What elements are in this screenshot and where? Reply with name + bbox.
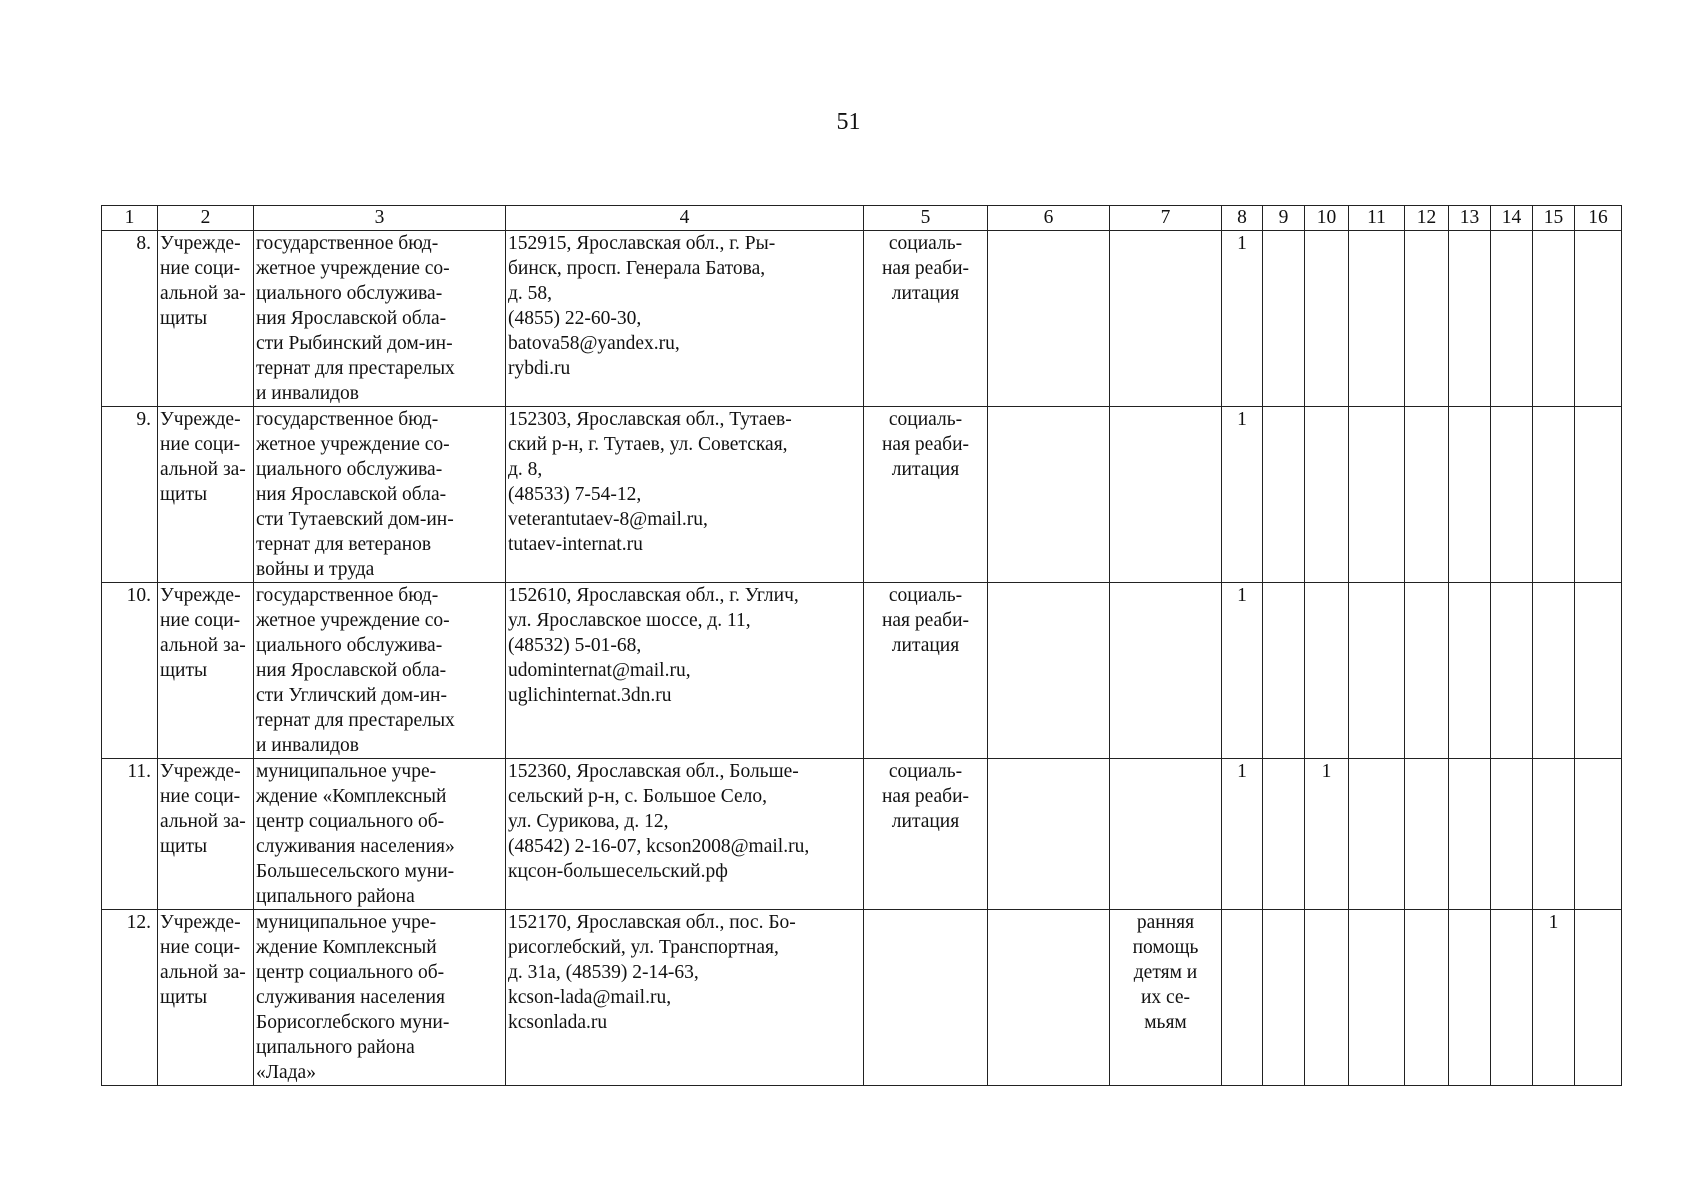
institution-type: Учрежде- ние соци- альной за- щиты <box>158 407 254 583</box>
header-row <box>102 206 1622 231</box>
flag-cell <box>1222 910 1263 1086</box>
flag-cell <box>1533 583 1575 759</box>
service-type: социаль- ная реаби- литация <box>864 231 988 407</box>
column-header: 1 <box>102 206 158 231</box>
institution-address: 152303, Ярославская обл., Тутаев- ский р-н, г. Тутаев, ул. Советская, д. 8, (48533) 7-54-12, veterantutaev-8@mail.ru, tutaev-internat.ru <box>506 407 864 583</box>
flag-cell <box>1263 759 1305 910</box>
column-6-value <box>988 583 1110 759</box>
flag-cell: 1 <box>1533 910 1575 1086</box>
flag-cell <box>1449 910 1491 1086</box>
flag-cell <box>1349 759 1405 910</box>
flag-cell <box>1305 407 1349 583</box>
flag-cell <box>1305 583 1349 759</box>
flag-cell <box>1449 759 1491 910</box>
column-header: 3 <box>254 206 506 231</box>
table-row <box>102 759 1622 910</box>
flag-cell <box>1449 407 1491 583</box>
column-header: 7 <box>1110 206 1222 231</box>
flag-cell <box>1263 231 1305 407</box>
column-6-value <box>988 231 1110 407</box>
institution-type: Учрежде- ние соци- альной за- щиты <box>158 583 254 759</box>
flag-cell <box>1491 407 1533 583</box>
column-header: 15 <box>1533 206 1575 231</box>
institution-address: 152915, Ярославская обл., г. Ры- бинск, просп. Генерала Батова, д. 58, (4855) 22-60-30, batova58@yandex.ru, rybdi.ru <box>506 231 864 407</box>
flag-cell <box>1349 910 1405 1086</box>
flag-cell <box>1491 910 1533 1086</box>
column-7-value: ранняя помощь детям и их се- мьям <box>1110 910 1222 1086</box>
flag-cell <box>1449 231 1491 407</box>
flag-cell <box>1349 231 1405 407</box>
page-number: 51 <box>836 109 861 135</box>
institution-name: государственное бюд- жетное учреждение со- циального обслужива- ния Ярославской обла- сти Угличский дом-ин- тернат для престарелых и инвалидов <box>254 583 506 759</box>
service-type: социаль- ная реаби- литация <box>864 407 988 583</box>
flag-cell <box>1263 583 1305 759</box>
flag-cell <box>1533 407 1575 583</box>
flag-cell <box>1405 231 1449 407</box>
flag-cell <box>1575 407 1622 583</box>
column-7-value <box>1110 583 1222 759</box>
column-7-value <box>1110 231 1222 407</box>
column-header: 6 <box>988 206 1110 231</box>
flag-cell <box>1491 583 1533 759</box>
institution-name: муниципальное учре- ждение Комплексный центр социального об- служивания населения Борисоглебского муни- ципального района «Лада» <box>254 910 506 1086</box>
institutions-table <box>101 205 1622 1086</box>
flag-cell <box>1575 231 1622 407</box>
flag-cell <box>1349 407 1405 583</box>
column-header: 13 <box>1449 206 1491 231</box>
column-header: 14 <box>1491 206 1533 231</box>
flag-cell: 1 <box>1305 759 1349 910</box>
flag-cell <box>1305 910 1349 1086</box>
institution-name: муниципальное учре- ждение «Комплексный центр социального об- служивания населения» Большесельского муни- ципального района <box>254 759 506 910</box>
column-header: 10 <box>1305 206 1349 231</box>
flag-cell <box>1405 910 1449 1086</box>
flag-cell: 1 <box>1222 759 1263 910</box>
column-header: 8 <box>1222 206 1263 231</box>
institution-address: 152360, Ярославская обл., Больше- сельский р-н, с. Большое Село, ул. Сурикова, д. 12, (48542) 2-16-07, kcson2008@mail.ru, кцсон-большесельский.рф <box>506 759 864 910</box>
flag-cell <box>1449 583 1491 759</box>
table-row <box>102 583 1622 759</box>
flag-cell <box>1575 910 1622 1086</box>
service-type: социаль- ная реаби- литация <box>864 583 988 759</box>
row-number: 9. <box>102 407 158 583</box>
institution-address: 152170, Ярославская обл., пос. Бо- рисоглебский, ул. Транспортная, д. 31а, (48539) 2-14-63, kcson-lada@mail.ru, kcsonlada.ru <box>506 910 864 1086</box>
flag-cell <box>1405 407 1449 583</box>
row-number: 11. <box>102 759 158 910</box>
institution-type: Учрежде- ние соци- альной за- щиты <box>158 231 254 407</box>
institution-type: Учрежде- ние соци- альной за- щиты <box>158 759 254 910</box>
row-number: 8. <box>102 231 158 407</box>
column-6-value <box>988 759 1110 910</box>
institution-name: государственное бюд- жетное учреждение со- циального обслужива- ния Ярославской обла- сти Тутаевский дом-ин- тернат для ветеранов войны и труда <box>254 407 506 583</box>
column-header: 9 <box>1263 206 1305 231</box>
table-row <box>102 407 1622 583</box>
column-7-value <box>1110 407 1222 583</box>
institution-type: Учрежде- ние соци- альной за- щиты <box>158 910 254 1086</box>
flag-cell <box>1575 583 1622 759</box>
flag-cell: 1 <box>1222 407 1263 583</box>
flag-cell <box>1533 231 1575 407</box>
column-header: 5 <box>864 206 988 231</box>
column-6-value <box>988 910 1110 1086</box>
table-row <box>102 910 1622 1086</box>
flag-cell <box>1263 910 1305 1086</box>
flag-cell <box>1405 583 1449 759</box>
flag-cell <box>1491 759 1533 910</box>
column-header: 2 <box>158 206 254 231</box>
column-6-value <box>988 407 1110 583</box>
table-row <box>102 231 1622 407</box>
flag-cell <box>1533 759 1575 910</box>
flag-cell <box>1349 583 1405 759</box>
column-7-value <box>1110 759 1222 910</box>
institution-name: государственное бюд- жетное учреждение со- циального обслужива- ния Ярославской обла- сти Рыбинский дом-ин- тернат для престарелых и инвалидов <box>254 231 506 407</box>
flag-cell <box>1405 759 1449 910</box>
flag-cell: 1 <box>1222 583 1263 759</box>
service-type: социаль- ная реаби- литация <box>864 759 988 910</box>
flag-cell: 1 <box>1222 231 1263 407</box>
flag-cell <box>1263 407 1305 583</box>
service-type <box>864 910 988 1086</box>
column-header: 4 <box>506 206 864 231</box>
column-header: 16 <box>1575 206 1622 231</box>
row-number: 12. <box>102 910 158 1086</box>
institution-address: 152610, Ярославская обл., г. Углич, ул. Ярославское шоссе, д. 11, (48532) 5-01-68, udominternat@mail.ru, uglichinternat.3dn.ru <box>506 583 864 759</box>
column-header: 12 <box>1405 206 1449 231</box>
column-header: 11 <box>1349 206 1405 231</box>
flag-cell <box>1491 231 1533 407</box>
row-number: 10. <box>102 583 158 759</box>
flag-cell <box>1305 231 1349 407</box>
flag-cell <box>1575 759 1622 910</box>
